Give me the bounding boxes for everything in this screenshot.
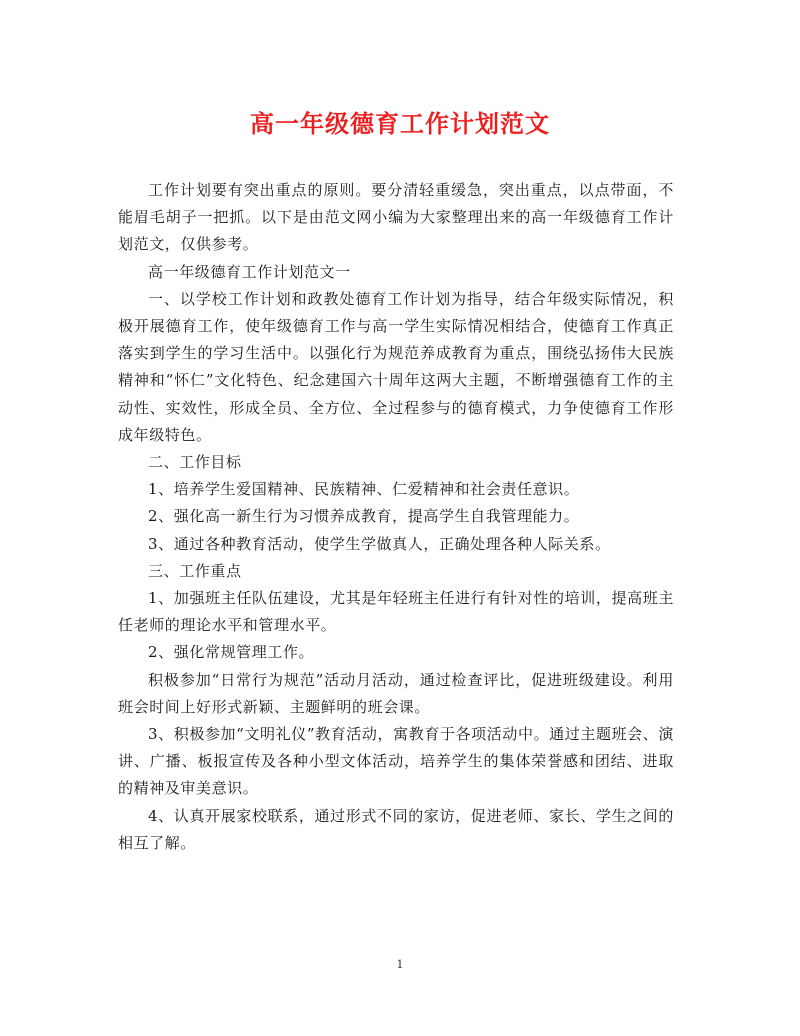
focus-item-2: 2、强化常规管理工作。 — [148, 643, 315, 662]
focus-item-4: 4、认真开展家校联系，通过形式不同的家访，促进老师、家长、学生之间的相互了解。 — [118, 806, 674, 852]
goal-item-3: 3、通过各种教育活动，使学生学做真人，正确处理各种人际关系。 — [148, 534, 611, 553]
document-title: 高一年级德育工作计划范文 — [250, 110, 550, 138]
section-heading-plan-one: 高一年级德育工作计划范文一 — [148, 262, 351, 281]
intro-paragraph: 工作计划要有突出重点的原则。要分清轻重缓急，突出重点，以点带面，不能眉毛胡子一把抓。以下是由范文网小编为大家整理出来的高一年级德育工作计划范文，仅供参考。 — [118, 181, 674, 254]
page-number: 1 — [396, 958, 404, 971]
focus-item-3: 3、积极参加“文明礼仪”教育活动，寓教育于各项活动中。通过主题班会、演讲、广播、板报宣传及各种小型文体活动，培养学生的集体荣誉感和团结、进取的精神及审美意识。 — [118, 725, 674, 798]
goal-item-1: 1、培养学生爱国精神、民族精神、仁爱精神和社会责任意识。 — [148, 480, 580, 499]
focus-item-2-detail: 积极参加“日常行为规范”活动月活动，通过检查评比，促进班级建设。利用班会时间上好形式新颖、主题鲜明的班会课。 — [118, 670, 674, 716]
section-heading-goals: 二、工作目标 — [148, 453, 242, 472]
goal-item-2: 2、强化高一新生行为习惯养成教育，提高学生自我管理能力。 — [148, 507, 580, 526]
section-heading-focus: 三、工作重点 — [148, 561, 242, 580]
focus-item-1: 1、加强班主任队伍建设，尤其是年轻班主任进行有针对性的培训，提高班主任老师的理论水平和管理水平。 — [118, 589, 674, 635]
document-body — [118, 177, 674, 857]
guiding-principle-paragraph: 一、以学校工作计划和政教处德育工作计划为指导，结合年级实际情况，积极开展德育工作，使年级德育工作与高一学生实际情况相结合，使德育工作真正落实到学生的学习生活中。以强化行为规范养成教育为重点，围绕弘扬伟大民族精神和“怀仁”文化特色、纪念建国六十周年这两大主题，不断增强德育工作的主动性、实效性，形成全员、全方位、全过程参与的德育模式，力争使德育工作形成年级特色。 — [118, 289, 674, 444]
